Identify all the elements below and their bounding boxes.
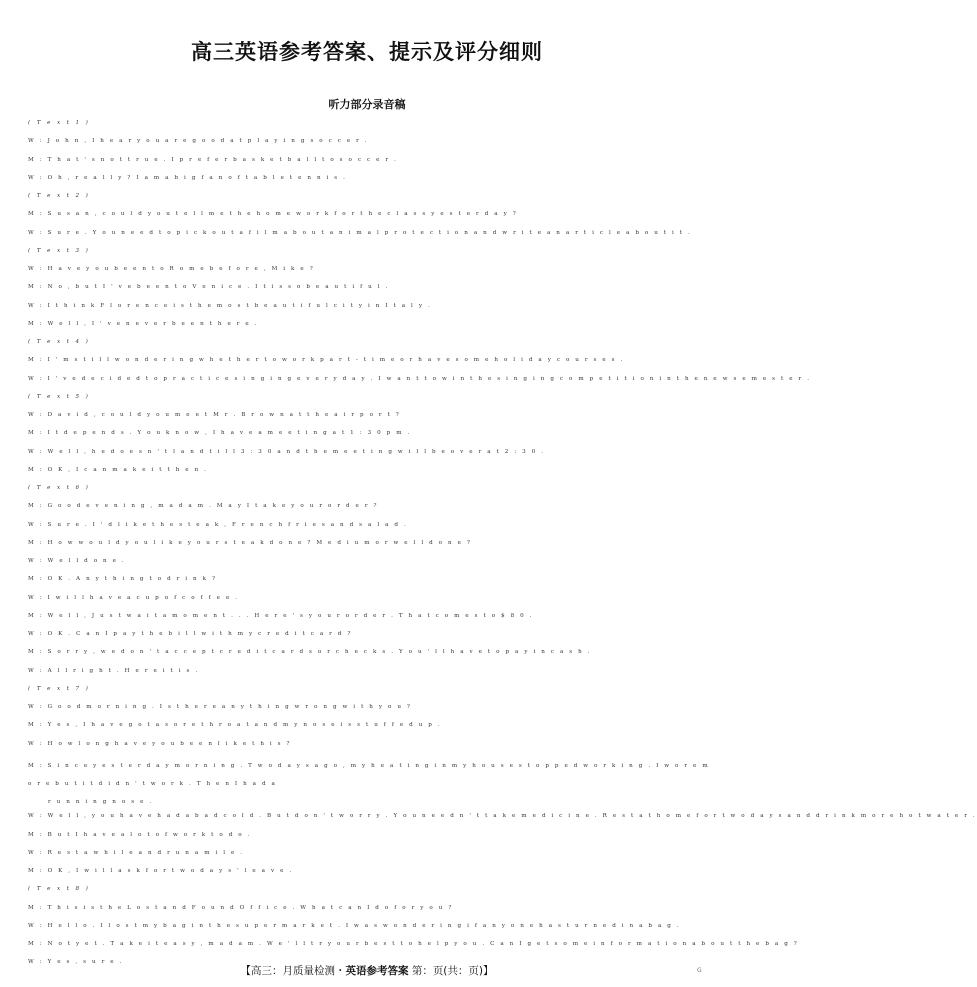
dialogue-line: M : S i n c e y e s t e r d a y m o r n i n g . T w o d a y s a g o , m y h e a t i n g i n m y h o u s e s t o p p e d w o r k i n g . I w o r e m o r e b u t i t d i d n ' t w o r k . T h e n I h a d a r u n n i n g n o s e . [28, 757, 718, 812]
dialogue-line: W : S u r e . Y o u n e e d t o p i c k o u t a f i l m a b o u t a n i m a l p r o t e c t i o n a n d w r i t e a n a r t i c l e a b o u t i t . [28, 229, 692, 236]
footer-exam: 月质量检测 [282, 965, 335, 977]
dialogue-line: W : Y e s , s u r e . [28, 959, 124, 966]
dialogue-line: M : O K , I w i l l a s k f o r t w o d a y s ' l e a v e . [28, 868, 294, 875]
dialogue-line: W : H o w l o n g h a v e y o u b e e n l i k e t h i s ? [28, 740, 292, 747]
dialogue-line: M : S o r r y , w e d o n ' t a c c e p t c r e d i t c a r d s o r c h e c k s . Y o u ' l l h a v e t o p a y i n c a s h . [28, 649, 592, 656]
section-subtitle: 听力部分录音稿 [328, 98, 406, 111]
dialogue-line: W : W e l l , h e d o e s n ' t l a n d t i l l 3 : 3 0 a n d t h e m e e t i n g w i l l b e o v e r a t 2 : 3 0 . [28, 448, 546, 455]
dialogue-line: W : O K . C a n I p a y t h e b i l l w i t h m y c r e d i t c a r d ? [28, 631, 353, 637]
text-section-header: ( T e x t 7 ) [28, 685, 91, 692]
page-footer: 【高三：月质量检测・英语参考答案 第：页(共：页)】 [240, 965, 494, 977]
dialogue-line: W : I ' v e d e c i d e d t o p r a c t i c e s i n g i n g e v e r y d a y . I w a n t t o w i n t h e s i n g i n g c o m p e t i t i o n i n t h e n e w s e m e s t e r . [28, 375, 812, 382]
text-section-header: ( T e x t 4 ) [28, 339, 91, 345]
dialogue-line: M : O K , I c a n m a k e i t t h e n . [28, 466, 209, 473]
footer-page-label: 第 [411, 965, 423, 977]
dialogue-line: W : O h , r e a l l y ? I a m a b i g f a n o f t a b l e t e n n i s . [28, 174, 348, 181]
transcript-body [28, 118, 977, 976]
dialogue-line: W : H e l l o . I l o s t m y b a g i n t h e s u p e r m a r k e t . I w a s w o n d e r i n g i f a n y o n e h a s t u r n e d i n a b a g . [28, 922, 681, 929]
text-section-header: ( T e x t 3 ) [28, 247, 91, 254]
footer-page-end: 页)】 [468, 965, 494, 977]
dialogue-line: W : J o h n , I h e a r y o u a r e g o o d a t p l a y i n g s o c c e r . [28, 138, 369, 145]
dialogue-line: M : W e l l , J u s t w a i t a m o m e n t . . . H e r e ' s y o u r o r d e r . T h a t c o m e s t o $ 8 0 . [28, 612, 534, 619]
dialogue-line: M : G o o d e v e n i n g , m a d a m . M a y I t a k e y o u r o r d e r ? [28, 503, 379, 510]
dialogue-line: M : S u s a n , c o u l d y o u t e l l m e t h e h o m e w o r k f o r t h e c l a s s y e s t e r d a y ? [28, 211, 518, 218]
dialogue-line: W : I w i l l h a v e a c u p o f c o f f e e . [28, 594, 240, 601]
text-section-header: ( T e x t 1 ) [28, 120, 91, 126]
dialogue-line: M : N o t y e t . T a k e i t e a s y , m a d a m . W e ' l l t r y o u r b e s t t o h e l p y o u . C a n I g e t s o m e i n f o r m a t i o n a b o u t t h e b a g ? [28, 941, 799, 948]
dialogue-line: W : R e s t a w h i l e a n d r u n a m i l e . [28, 849, 245, 856]
dialogue-line: M : N o , b u t I ' v e b e e n t o V e n i c e . I t i s s o b e a u t i f u l . [28, 284, 390, 291]
page-title: 高三英语参考答案、提示及评分细则 [191, 40, 543, 64]
dialogue-line: M : W e l l , I ' v e n e v e r b e e n t h e r e . [28, 320, 259, 327]
footer-subject: 英语参考答案 [345, 965, 409, 977]
dialogue-line: W : G o o d m o r n i n g . I s t h e r e a n y t h i n g w r o n g w i t h y o u ? [28, 704, 413, 710]
dialogue-line-continuation: r u n n i n g n o s e . [48, 799, 154, 806]
text-section-header: ( T e x t 8 ) [28, 886, 91, 893]
footer-page-sep: 页(共 [432, 965, 458, 977]
dialogue-line: W : I t h i n k F l o r e n c e i s t h e m o s t b e a u t i f u l c i t y i n I t a l y . [28, 302, 432, 309]
dialogue-line: M : T h i s i s t h e L o s t a n d F o u n d O f f i c e . W h a t c a n I d o f o r y o u ? [28, 904, 454, 911]
dialogue-line: W : H a v e y o u b e e n t o R o m e b e f o r e , M i k e ? [28, 266, 315, 272]
text-section-header: ( T e x t 6 ) [28, 485, 91, 491]
text-section-header: ( T e x t 2 ) [28, 193, 91, 199]
dialogue-line: M : B u t I h a v e a l o t o f w o r k t o d o . [28, 831, 252, 838]
dialogue-line: W : W e l l , y o u h a v e h a d a b a d c o l d . B u t d o n ' t w o r r y . Y o u n e e d n ' t t a k e m e d i c i n e . R e s t a t h o m e f o r t w o d a y s a n d d r i n k m o r e h o t w a t e r . [28, 813, 977, 820]
dialogue-line: W : A l l r i g h t . H e r e i t i s . [28, 667, 200, 674]
dialogue-line: M : H o w w o u l d y o u l i k e y o u r s t e a k d o n e ? M e d i u m o r w e l l d o n e ? [28, 539, 472, 546]
dialogue-line: M : T h a t ' s n o t t r u e . I p r e f e r b a s k e t b a l l t o s o c c e r . [28, 156, 398, 163]
dialogue-line: W : W e l l d o n e . [28, 558, 126, 564]
dialogue-line: W : S u r e . I ' d l i k e t h e s t e a k , F r e n c h f r i e s a n d s a l a d . [28, 521, 408, 528]
dialogue-line: M : O K . A n y t h i n g t o d r i n k ? [28, 576, 218, 583]
dialogue-line: M : I ' m s t i l l w o n d e r i n g w h e t h e r t o w o r k p a r t - t i m e o r h a v e s o m e h o l i d a y c o u r s e s . [28, 357, 625, 364]
text-section-header: ( T e x t 5 ) [28, 393, 91, 400]
footer-grade: 【高三 [240, 965, 272, 977]
corner-mark: G [697, 967, 702, 974]
dialogue-line: W : D a v i d , c o u l d y o u m e e t M r . B r o w n a t t h e a i r p o r t ? [28, 412, 401, 418]
dialogue-line: M : I t d e p e n d s . Y o u k n o w , I h a v e a m e e t i n g a t 1 : 3 0 p m . [28, 430, 412, 437]
dialogue-line: M : Y e s , I h a v e g o t a s o r e t h r o a t a n d m y n o s e i s s t u f f e d u p . [28, 722, 442, 729]
